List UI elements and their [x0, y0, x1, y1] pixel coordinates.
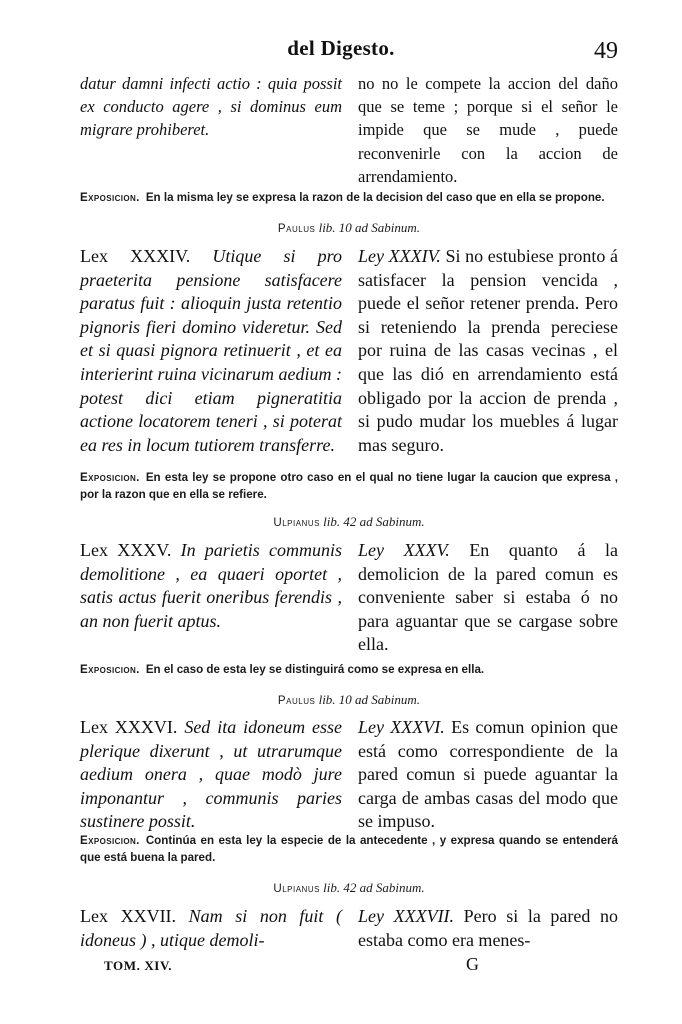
exposicion-label: Exposicion.: [80, 191, 140, 204]
signature-mark: G: [466, 954, 479, 974]
exposicion-label: Exposicion.: [80, 663, 140, 676]
latin-text: datur damni infecti actio : quia possit ex conducto agere , si dominus eum migrare prohiberet.: [80, 74, 342, 140]
source-book: lib. 10 ad Sabinum.: [318, 692, 421, 707]
exposicion: [80, 833, 618, 866]
latin-body: In parietis communis demolitione , ea quaeri oportet , satis actus fuerit oneribus ferendis , an non fuerit aptus.: [80, 540, 342, 631]
exposicion: [80, 190, 618, 207]
law-37: [80, 905, 618, 952]
spanish-body: En quanto á la demolicion de la pared comun es conveniente saber si estaba ó no para aguantar que se cargase sobre ella.: [358, 540, 619, 655]
law-34: [80, 245, 618, 457]
exposicion-text: En la misma ley se expresa la razon de la decision del caso que en ella se propone.: [145, 191, 605, 204]
latin-text: [80, 905, 342, 952]
source-book: lib. 42 ad Sabinum.: [323, 880, 425, 895]
source-book: lib. 42 ad Sabinum.: [323, 514, 425, 529]
spanish-text: [358, 539, 618, 657]
spanish-text: [358, 905, 618, 952]
spanish-text: no no le compete la accion del daño que se teme ; porque si el señor le impide que se mude , puede reconvenirle con la accion de arrendamiento.: [358, 74, 618, 186]
source-author: Ulpianus: [273, 882, 320, 895]
source-author: Paulus: [277, 694, 316, 707]
source-author: Ulpianus: [273, 516, 320, 529]
page-header: [0, 36, 682, 70]
exposicion-text: En esta ley se propone otro caso en el qual no tiene lugar la caucion que expresa , por la razon que en ella se refiere.: [80, 471, 618, 501]
spanish-text: [358, 716, 618, 834]
law-source: [80, 880, 618, 896]
exposicion-text: En el caso de esta ley se distinguirá como se expresa en ella.: [145, 663, 485, 676]
ley-number: Ley XXXIV.: [358, 246, 441, 266]
section-continuation: [80, 72, 618, 188]
source-author: Paulus: [277, 222, 316, 235]
lex-number: Lex XXVII.: [80, 906, 177, 926]
exposicion: [80, 470, 618, 503]
exposicion: [80, 662, 618, 679]
latin-text: [80, 245, 342, 457]
law-source: [80, 220, 618, 236]
ley-number: Ley XXXVI.: [358, 717, 445, 737]
running-title: del Digesto.: [287, 36, 395, 60]
exposicion-text: Continúa en esta ley la especie de la antecedente , y expresa quando se entenderá que está buena la pared.: [80, 834, 618, 864]
latin-text: [80, 716, 342, 834]
law-36: [80, 716, 618, 834]
ley-number: Ley XXXV.: [358, 540, 450, 560]
page-number: 49: [594, 38, 618, 64]
lex-number: Lex XXXVI.: [80, 717, 178, 737]
spanish-body: Pero si la pared no estaba como era menes-: [358, 906, 618, 950]
spanish-body: Es comun opinion que está como correspondiente de la pared comun si puede aguantar la carga de ambas casas del modo que se impuso.: [358, 717, 619, 832]
spanish-text: [358, 245, 618, 457]
spanish-body: Si no estubiese pronto á satisfacer la pension vencida , puede el señor retener prenda. Pero si reteniendo la prenda pereciese por ruina de las casas vecinas , el que las dió en arrendamiento está obligado por la accion de prenda , si pudo mudar los muebles á lugar mas seguro.: [358, 246, 619, 455]
lex-number: Lex XXXV.: [80, 540, 172, 560]
lex-number: Lex XXXIV.: [80, 246, 191, 266]
latin-text: [80, 539, 342, 657]
source-book: lib. 10 ad Sabinum.: [318, 220, 421, 235]
law-source: [80, 692, 618, 708]
law-35: [80, 539, 618, 657]
law-source: [80, 514, 618, 530]
ley-number: Ley XXXVII.: [358, 906, 455, 926]
exposicion-label: Exposicion.: [80, 834, 140, 847]
latin-body: Utique si pro praeterita pensione satisfacere paratus fuit : alioquin justa retentio pignoris fieri domino videretur. Sed et si quasi pignora retinuerit , et ea interierint ruina vicinarum aedium : potest dici etiam pigneratitia actione locatorem teneri , si poterat ea res in locum tutiorem transferre.: [80, 246, 342, 455]
exposicion-label: Exposicion.: [80, 471, 140, 484]
latin-body: Nam si non fuit ( idoneus ) , utique demoli-: [80, 906, 342, 950]
latin-body: Sed ita idoneum esse plerique dixerunt , ut utrarumque aedium onera , quae modò jure imponantur , communis paries sustinere possit.: [80, 717, 343, 832]
page-footer: [104, 954, 534, 980]
volume-mark: TOM. XIV.: [104, 958, 173, 973]
